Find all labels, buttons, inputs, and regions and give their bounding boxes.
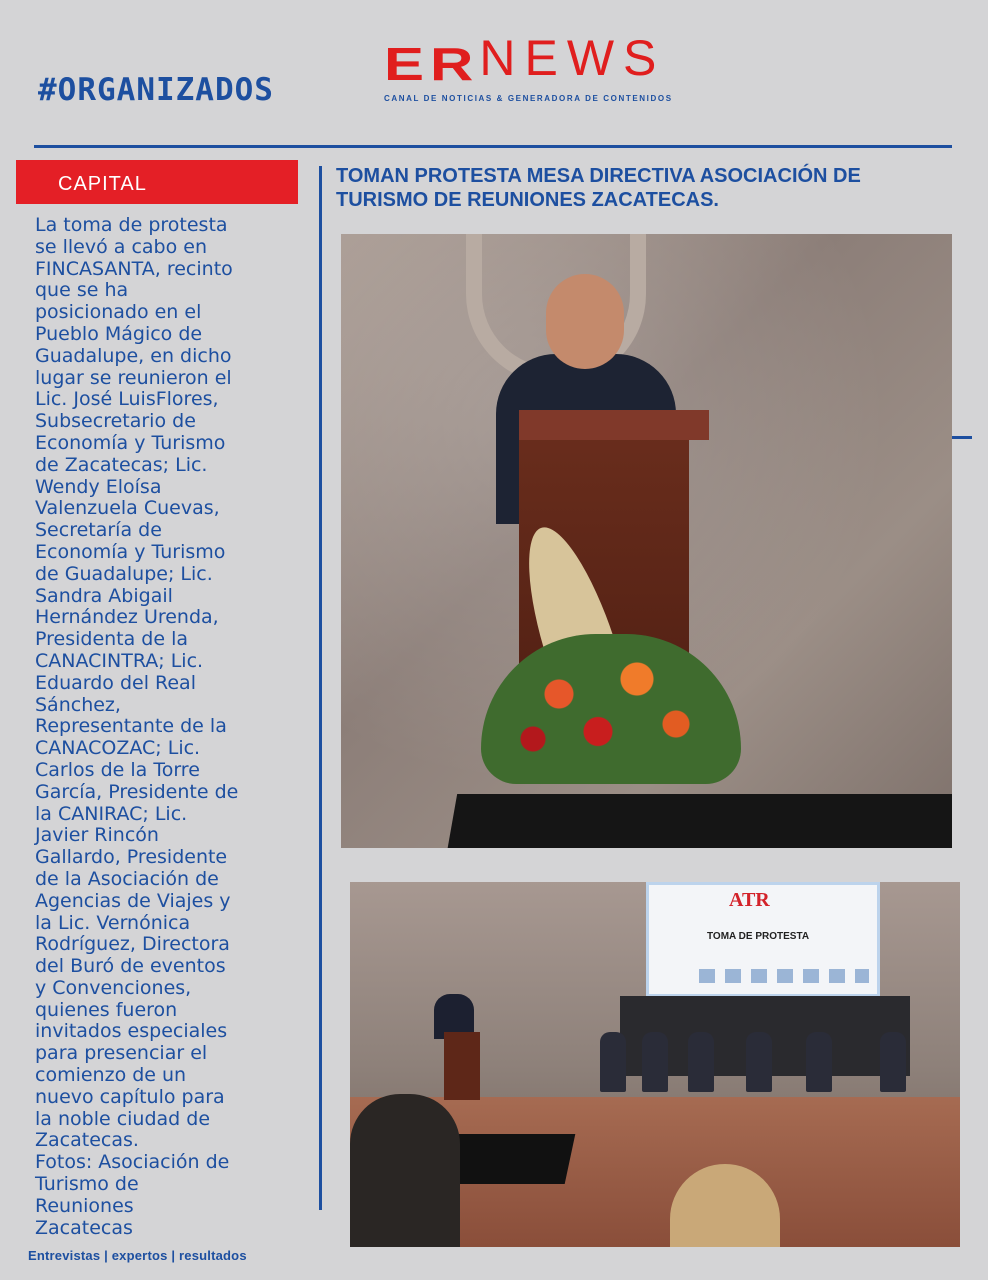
screen-title: TOMA DE PROTESTA [707,931,810,942]
article-body-line: Economía y Turismo [35,431,226,454]
brand-tagline: CANAL DE NOTICIAS & GENERADORA DE CONTENIDOS [384,94,673,103]
article-body-line: Gallardo, Presidente [35,846,228,869]
article-body-line: que se ha [35,279,129,302]
article-body-line: Wendy Eloísa [35,475,162,498]
photo-audience-member [350,1094,460,1247]
photo-projection-screen [646,882,880,997]
footer-links: Entrevistas | expertos | resultados [28,1248,247,1263]
article-body-line: Lic. José LuisFlores, [35,388,219,411]
article-body-line: Valenzuela Cuevas, [35,497,220,520]
article-body-line: Reuniones [35,1194,134,1217]
article-body-line: Economía y Turismo [35,540,226,563]
article-body-line: FINCASANTA, recinto [35,257,233,280]
article-body-line: quienes fueron [35,998,178,1021]
article-body-line: del Buró de eventos [35,955,226,978]
article-body-line: la noble ciudad de [35,1107,211,1130]
photo-guest [688,1032,714,1092]
article-body-line: Eduardo del Real [35,671,196,694]
photo-speaker-at-podium [341,234,952,848]
article-body-line: la CANIRAC; Lic. [35,802,188,825]
photo-guest [806,1032,832,1092]
article-body-line: Subsecretario de [35,410,196,433]
photo-flower-arrangement [461,524,761,784]
article-body-line: Turismo de [35,1173,139,1196]
photo-podium [444,1032,480,1100]
article-body-line: y Convenciones, [35,976,192,999]
article-body-line: Sánchez, [35,693,121,716]
article-body [35,215,277,1239]
article-body-line: posicionado en el [35,301,202,324]
article-body-line: Zacatecas. [35,1129,139,1152]
article-body-line: García, Presidente de [35,780,239,803]
article-body-line: la Lic. Vernónica [35,911,191,934]
article-body-line: Sandra Abigail [35,584,173,607]
article-body-line: invitados especiales [35,1020,228,1043]
column-divider [319,166,322,1210]
article-body-line: lugar se reunieron el [35,366,232,389]
photo-stage-monitor [445,794,952,848]
photo-guest [880,1032,906,1092]
article-headline: TOMAN PROTESTA MESA DIRECTIVA ASOCIACIÓN DE TURISMO DE REUNIONES ZACATECAS. [336,165,861,211]
article-body-line: Presidenta de la [35,628,189,651]
article-body-line: para presenciar el [35,1042,208,1065]
article-body-line: Zacatecas [35,1216,133,1239]
article-body-line: CANACOZAC; Lic. [35,737,201,760]
article-body-line: se llevó a cabo en [35,235,208,258]
brand-logo-er: ER [384,38,480,91]
photo-guest [746,1032,772,1092]
brand-logo-news: NEWS [479,30,666,86]
screen-logo: ATR [729,889,770,911]
side-tick [950,436,972,439]
article-body-line: Javier Rincón [35,824,159,847]
section-label: CAPITAL [16,160,298,204]
article-body-line: La toma de protesta [35,214,228,236]
brand-logo [384,28,784,91]
article-body-line: Hernández Urenda, [35,606,219,629]
article-body-line: Fotos: Asociación de [35,1151,230,1174]
header-divider [34,145,952,148]
article-body-line: de Zacatecas; Lic. [35,453,208,476]
article-body-line: de Guadalupe; Lic. [35,562,213,585]
article-body-line: comienzo de un [35,1064,187,1087]
article-body-line: CANACINTRA; Lic. [35,649,204,672]
photo-guest [642,1032,668,1092]
article-body-line: Guadalupe, en dicho [35,344,232,367]
article-body-line: Pueblo Mágico de [35,322,203,345]
article-body-line: Secretaría de [35,519,162,542]
article-body-line: nuevo capítulo para [35,1085,225,1108]
photo-ceremony-hall [350,882,960,1247]
article-body-line: Representante de la [35,715,227,738]
article-body-line: Agencias de Viajes y [35,889,231,912]
article-body-line: Rodríguez, Directora [35,933,230,956]
photo-guest [600,1032,626,1092]
article-body-line: Carlos de la Torre [35,758,200,781]
hashtag: #ORGANIZADOS [38,72,274,108]
article-body-line: de la Asociación de [35,867,219,890]
